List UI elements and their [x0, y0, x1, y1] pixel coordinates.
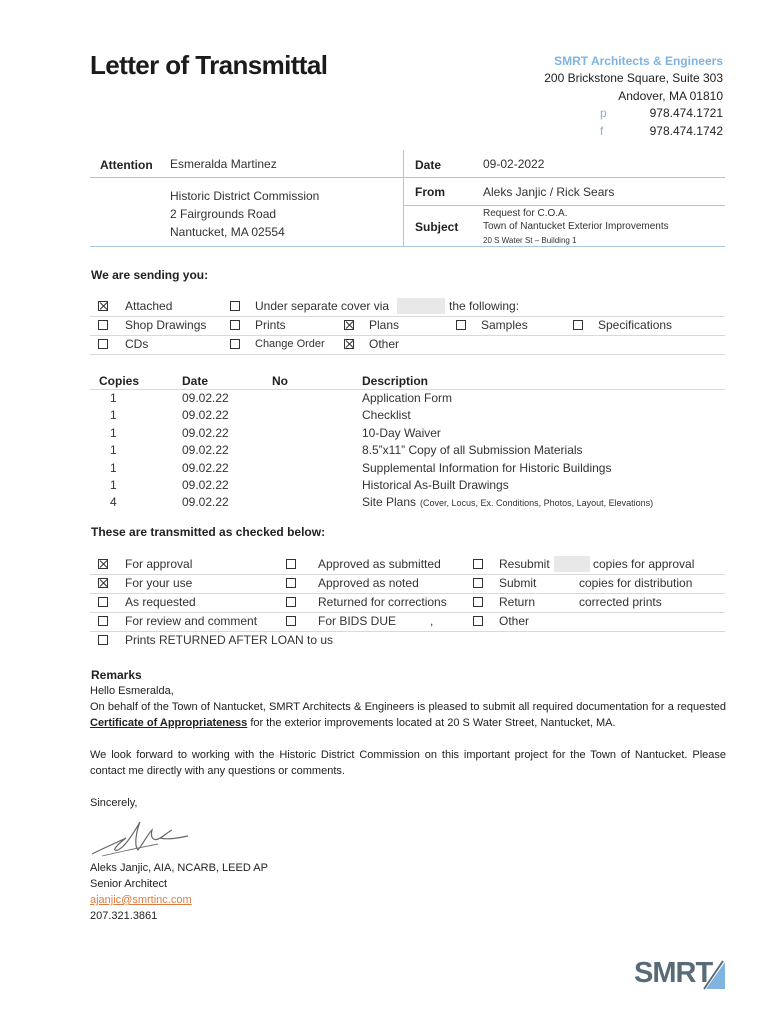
for-review-checkbox[interactable] — [98, 616, 108, 626]
samples-checkbox[interactable] — [456, 320, 466, 330]
cds-label: CDs — [125, 337, 149, 351]
col-header-no: No — [272, 374, 288, 388]
resubmit-copies-field[interactable] — [554, 556, 590, 572]
return-checkbox[interactable] — [473, 597, 483, 607]
plans-label: Plans — [369, 318, 400, 332]
table-cell-note: (Cover, Locus, Ex. Conditions, Photos, Layout, Elevations) — [420, 498, 654, 509]
attention-name: Esmeralda Martinez — [170, 157, 277, 171]
signature-image — [88, 812, 198, 862]
meta-bottom-rule — [404, 246, 725, 247]
remarks-closing: Sincerely, — [90, 797, 138, 809]
subject-line1: Request for C.O.A. — [483, 208, 568, 219]
shop-drawings-checkbox[interactable] — [98, 320, 108, 330]
following-label: the following: — [449, 299, 520, 313]
as-requested-checkbox[interactable] — [98, 597, 108, 607]
date-value: 09-02-2022 — [483, 157, 545, 171]
return-label: Return — [499, 595, 536, 609]
for-approval-label: For approval — [125, 557, 193, 571]
table-cell-copies: 1 — [110, 408, 117, 423]
remarks-p1-text-a: On behalf of the Town of Nantucket, SMRT Architects & Engineers is pleased to submit all required documentation for a requested — [90, 701, 726, 713]
signer-title: Senior Architect — [90, 878, 168, 890]
table-cell-date: 09.02.22 — [182, 443, 229, 458]
page-title: Letter of Transmittal — [90, 50, 328, 80]
sending-rule-3 — [90, 354, 725, 355]
specifications-checkbox[interactable] — [573, 320, 583, 330]
remarks-heading: Remarks — [91, 668, 142, 682]
date-rule — [404, 177, 725, 178]
other-checkbox[interactable] — [344, 339, 354, 349]
approved-noted-label: Approved as noted — [318, 576, 419, 590]
attention-street: 2 Fairgrounds Road — [170, 207, 277, 221]
transmitted-rule-2 — [90, 593, 725, 594]
separate-cover-label: Under separate cover via — [255, 299, 390, 313]
resubmit-checkbox[interactable] — [473, 559, 483, 569]
attached-label: Attached — [125, 299, 173, 313]
shop-drawings-label: Shop Drawings — [125, 318, 207, 332]
table-cell-date: 09.02.22 — [182, 391, 229, 405]
for-review-label: For review and comment — [125, 614, 258, 628]
change-order-checkbox[interactable] — [230, 339, 240, 349]
prints-label: Prints — [255, 318, 286, 332]
table-cell-copies: 4 — [110, 495, 117, 510]
table-cell-description: 10-Day Waiver — [362, 425, 441, 440]
prints-returned-checkbox[interactable] — [98, 635, 108, 645]
sending-rule-1 — [90, 316, 725, 317]
specifications-label: Specifications — [598, 318, 673, 332]
approved-submitted-label: Approved as submitted — [318, 557, 441, 571]
prints-checkbox[interactable] — [230, 320, 240, 330]
other-label: Other — [369, 337, 400, 351]
attention-label: Attention — [100, 158, 153, 172]
signer-name: Aleks Janjic, AIA, NCARB, LEED AP — [90, 862, 268, 874]
copies-distribution-label: copies for distribution — [579, 576, 693, 590]
from-label: From — [415, 185, 445, 199]
for-approval-checkbox[interactable] — [98, 559, 108, 569]
table-header-rule — [90, 389, 725, 390]
col-header-description: Description — [362, 374, 429, 388]
as-requested-label: As requested — [125, 595, 196, 609]
attention-bottom-rule — [90, 246, 403, 247]
sending-heading: We are sending you: — [91, 268, 209, 282]
other-transmit-label: Other — [499, 614, 530, 628]
logo-mark-icon — [702, 960, 726, 990]
for-your-use-checkbox[interactable] — [98, 578, 108, 588]
attention-org: Historic District Commission — [170, 189, 320, 203]
change-order-label: Change Order — [255, 338, 325, 350]
submit-checkbox[interactable] — [473, 578, 483, 588]
subject-line2: Town of Nantucket Exterior Improvements — [483, 221, 669, 232]
table-cell-copies: 1 — [110, 478, 117, 492]
company-name: SMRT Architects & Engineers — [554, 54, 723, 68]
other-transmit-checkbox[interactable] — [473, 616, 483, 626]
transmitted-rule-1 — [90, 574, 725, 575]
remarks-paragraph-1 — [90, 699, 726, 731]
for-bids-due-label: For BIDS DUE — [318, 614, 397, 628]
from-value: Aleks Janjic / Rick Sears — [483, 185, 615, 199]
corrected-prints-label: corrected prints — [579, 595, 662, 609]
returned-corrections-checkbox[interactable] — [286, 597, 296, 607]
approved-submitted-checkbox[interactable] — [286, 559, 296, 569]
copies-approval-label: copies for approval — [593, 557, 695, 571]
table-cell-description: Historical As-Built Drawings — [362, 478, 509, 492]
table-cell-date: 09.02.22 — [182, 408, 229, 423]
attention-divider — [403, 150, 404, 247]
remarks-paragraph-2: We look forward to working with the Historic District Commission on this important project for the Town of Nantucket. Please contact me directly with any questions or comments. — [90, 749, 726, 777]
company-address-line2: Andover, MA 01810 — [618, 89, 723, 103]
table-cell-date: 09.02.22 — [182, 460, 229, 475]
col-header-date: Date — [182, 374, 209, 388]
table-cell-description: 8.5”x11” Copy of all Submission Materials — [362, 443, 583, 458]
from-rule — [404, 205, 725, 206]
company-phone: 978.474.1721 — [649, 106, 723, 120]
for-your-use-label: For your use — [125, 576, 193, 590]
transmitted-rule-3 — [90, 612, 725, 613]
company-fax: 978.474.1742 — [649, 124, 723, 138]
smrt-logo: SMRT — [634, 957, 713, 989]
col-header-copies: Copies — [99, 374, 140, 388]
prints-returned-label: Prints RETURNED AFTER LOAN to us — [125, 633, 334, 647]
date-label: Date — [415, 158, 442, 172]
table-cell-copies: 1 — [110, 460, 117, 475]
cds-checkbox[interactable] — [98, 339, 108, 349]
subject-label: Subject — [415, 220, 459, 234]
phone-label: p — [600, 106, 607, 120]
table-cell-copies: 1 — [110, 391, 117, 405]
table-cell-description: Supplemental Information for Historic Buildings — [362, 460, 612, 475]
table-cell-description: Application Form — [362, 391, 453, 405]
attached-checkbox[interactable] — [98, 301, 108, 311]
signer-email-link[interactable]: ajanjic@smrtinc.com — [90, 894, 192, 906]
table-cell-date: 09.02.22 — [182, 495, 229, 510]
table-cell-copies: 1 — [110, 425, 117, 440]
remarks-p1-text-b: for the exterior improvements located at 20 S Water Street, Nantucket, MA. — [247, 717, 616, 729]
submit-label: Submit — [499, 576, 537, 590]
resubmit-label: Resubmit — [499, 557, 550, 571]
table-cell-description: Checklist — [362, 408, 411, 423]
coa-term: Certificate of Appropriateness — [90, 717, 248, 729]
table-cell-description — [362, 495, 653, 509]
bids-due-comma: , — [430, 614, 434, 628]
table-cell-copies: 1 — [110, 443, 117, 458]
table-cell-date: 09.02.22 — [182, 478, 229, 492]
via-field[interactable] — [397, 298, 445, 314]
table-cell-description-text: Site Plans — [362, 495, 417, 510]
approved-noted-checkbox[interactable] — [286, 578, 296, 588]
signer-phone: 207.321.3861 — [90, 910, 158, 922]
separate-cover-checkbox[interactable] — [230, 301, 240, 311]
plans-checkbox[interactable] — [344, 320, 354, 330]
table-cell-date: 09.02.22 — [182, 425, 229, 440]
attention-rule — [90, 177, 403, 178]
for-bids-due-checkbox[interactable] — [286, 616, 296, 626]
company-address-line1: 200 Brickstone Square, Suite 303 — [544, 71, 723, 85]
returned-corrections-label: Returned for corrections — [318, 595, 447, 609]
remarks-greeting: Hello Esmeralda, — [90, 685, 174, 697]
sending-rule-2 — [90, 335, 725, 336]
attention-city: Nantucket, MA 02554 — [170, 225, 285, 239]
transmitted-rule-4 — [90, 631, 725, 632]
samples-label: Samples — [481, 318, 528, 332]
subject-line3: 20 S Water St – Building 1 — [483, 236, 577, 245]
fax-label: f — [600, 124, 604, 138]
transmitted-heading: These are transmitted as checked below: — [91, 525, 326, 539]
